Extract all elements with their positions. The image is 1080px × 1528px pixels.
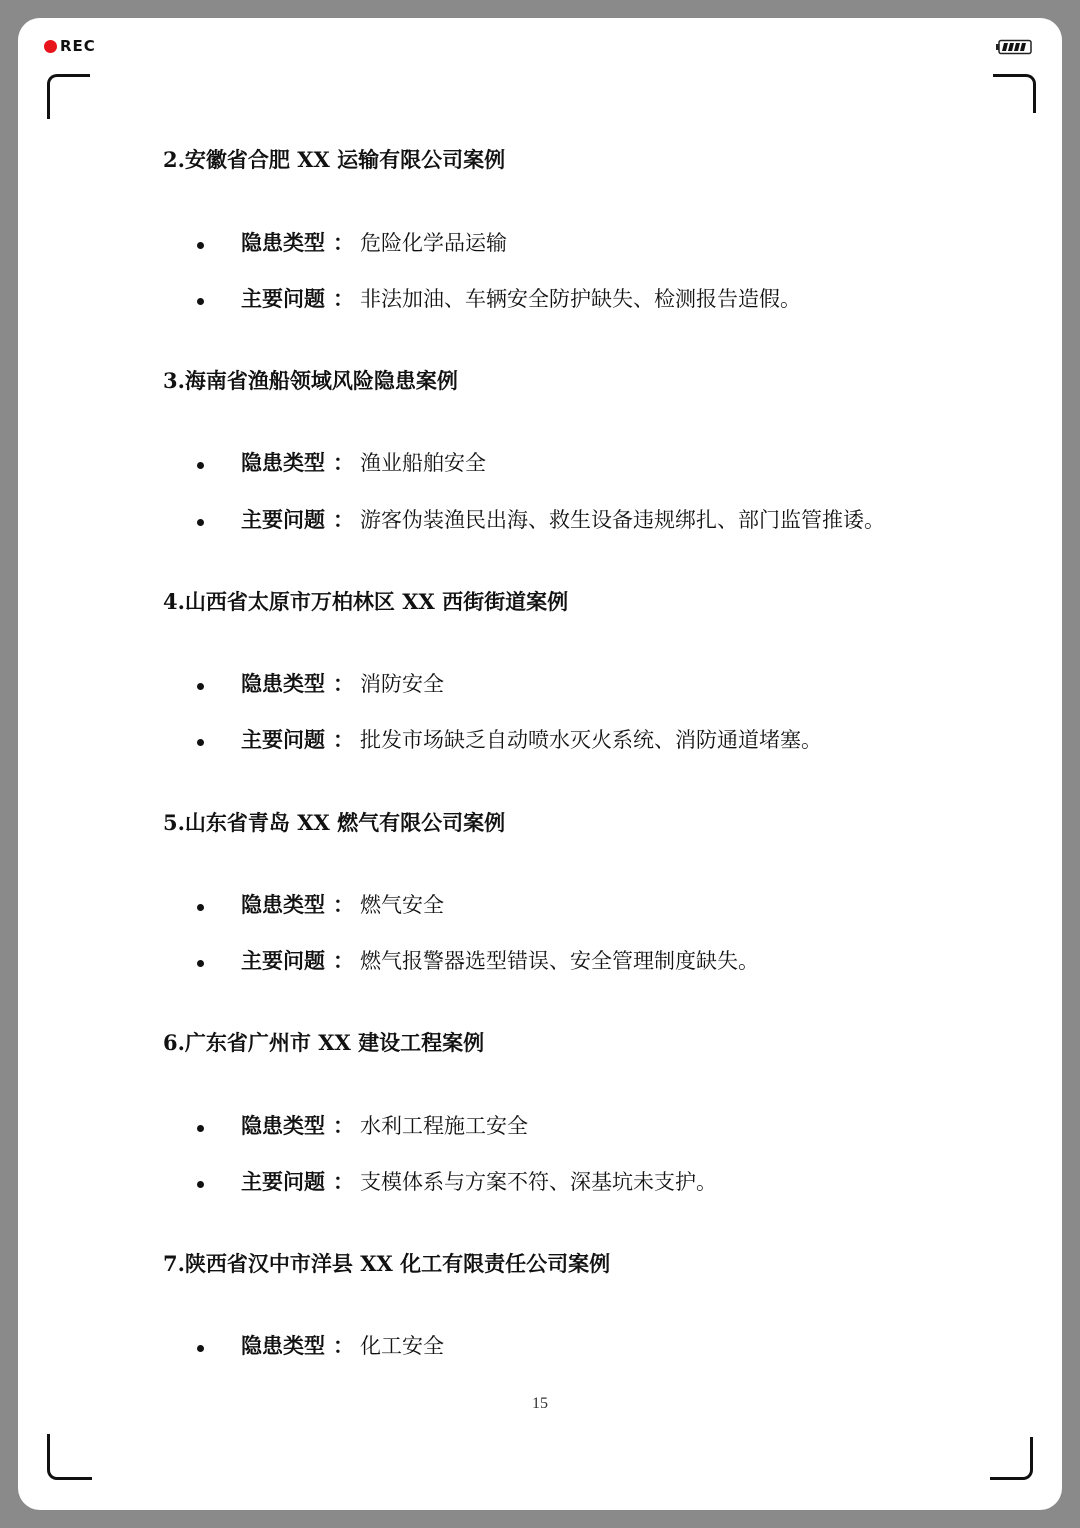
list-item <box>190 450 486 476</box>
case-heading: 5.山东省青岛 XX 燃气有限公司案例 <box>163 810 506 835</box>
bullet-icon <box>197 519 204 526</box>
item-value: 化工安全 <box>360 1334 444 1358</box>
item-label: 隐患类型 <box>241 1333 325 1358</box>
item-label: 隐患类型 <box>241 1113 325 1138</box>
item-value: 危险化学品运输 <box>360 231 507 255</box>
item-label: 主要问题 <box>241 727 325 752</box>
item-value: 消防安全 <box>360 672 444 696</box>
bullet-icon <box>197 960 204 967</box>
bullet-icon <box>197 462 204 469</box>
case-heading: 7.陕西省汉中市洋县 XX 化工有限责任公司案例 <box>163 1251 611 1276</box>
bullet-icon <box>197 242 204 249</box>
item-colon: ： <box>333 727 354 752</box>
document-page <box>18 18 1062 1510</box>
list-item <box>190 507 885 533</box>
item-label: 隐患类型 <box>241 450 325 475</box>
rec-label: REC <box>60 37 96 55</box>
item-colon: ： <box>333 948 354 973</box>
item-colon: ： <box>333 1333 354 1358</box>
item-value: 燃气报警器选型错误、安全管理制度缺失。 <box>360 949 759 973</box>
record-dot-icon <box>44 40 57 53</box>
item-label: 隐患类型 <box>241 892 325 917</box>
viewfinder-corner-top-left <box>47 74 90 119</box>
item-label: 隐患类型 <box>241 230 325 255</box>
item-value: 批发市场缺乏自动喷水灭火系统、消防通道堵塞。 <box>360 728 822 752</box>
item-colon: ： <box>333 1169 354 1194</box>
item-colon: ： <box>333 892 354 917</box>
viewfinder-corner-bottom-left <box>47 1434 92 1480</box>
item-label: 主要问题 <box>241 286 325 311</box>
bullet-icon <box>197 1345 204 1352</box>
list-item <box>190 892 444 918</box>
list-item <box>190 727 822 753</box>
item-value: 支模体系与方案不符、深基坑未支护。 <box>360 1170 717 1194</box>
item-colon: ： <box>333 671 354 696</box>
item-label: 主要问题 <box>241 1169 325 1194</box>
bullet-icon <box>197 739 204 746</box>
list-item <box>190 1333 444 1359</box>
list-item <box>190 671 444 697</box>
list-item <box>190 1169 717 1195</box>
item-label: 隐患类型 <box>241 671 325 696</box>
bullet-icon <box>197 298 204 305</box>
bullet-icon <box>197 1125 204 1132</box>
item-value: 渔业船舶安全 <box>360 451 486 475</box>
case-heading: 2.安徽省合肥 XX 运输有限公司案例 <box>163 147 506 172</box>
item-value: 游客伪装渔民出海、救生设备违规绑扎、部门监管推诿。 <box>360 508 885 532</box>
case-heading: 6.广东省广州市 XX 建设工程案例 <box>163 1030 485 1055</box>
list-item <box>190 1113 528 1139</box>
viewfinder-corner-top-right <box>993 74 1036 113</box>
list-item <box>190 230 507 256</box>
item-label: 主要问题 <box>241 507 325 532</box>
item-colon: ： <box>333 230 354 255</box>
item-colon: ： <box>333 1113 354 1138</box>
case-heading: 4.山西省太原市万柏林区 XX 西街街道案例 <box>163 589 569 614</box>
viewfinder-corner-bottom-right <box>990 1437 1033 1480</box>
item-value: 水利工程施工安全 <box>360 1114 528 1138</box>
recording-indicator <box>44 38 96 54</box>
item-value: 燃气安全 <box>360 893 444 917</box>
list-item <box>190 286 801 312</box>
bullet-icon <box>197 904 204 911</box>
item-label: 主要问题 <box>241 948 325 973</box>
item-colon: ： <box>333 507 354 532</box>
item-value: 非法加油、车辆安全防护缺失、检测报告造假。 <box>360 287 801 311</box>
list-item <box>190 948 759 974</box>
item-colon: ： <box>333 450 354 475</box>
bullet-icon <box>197 1181 204 1188</box>
item-colon: ： <box>333 286 354 311</box>
case-heading: 3.海南省渔船领域风险隐患案例 <box>163 368 458 393</box>
battery-full-icon <box>995 39 1033 55</box>
page-number: 15 <box>532 1395 548 1412</box>
bullet-icon <box>197 683 204 690</box>
